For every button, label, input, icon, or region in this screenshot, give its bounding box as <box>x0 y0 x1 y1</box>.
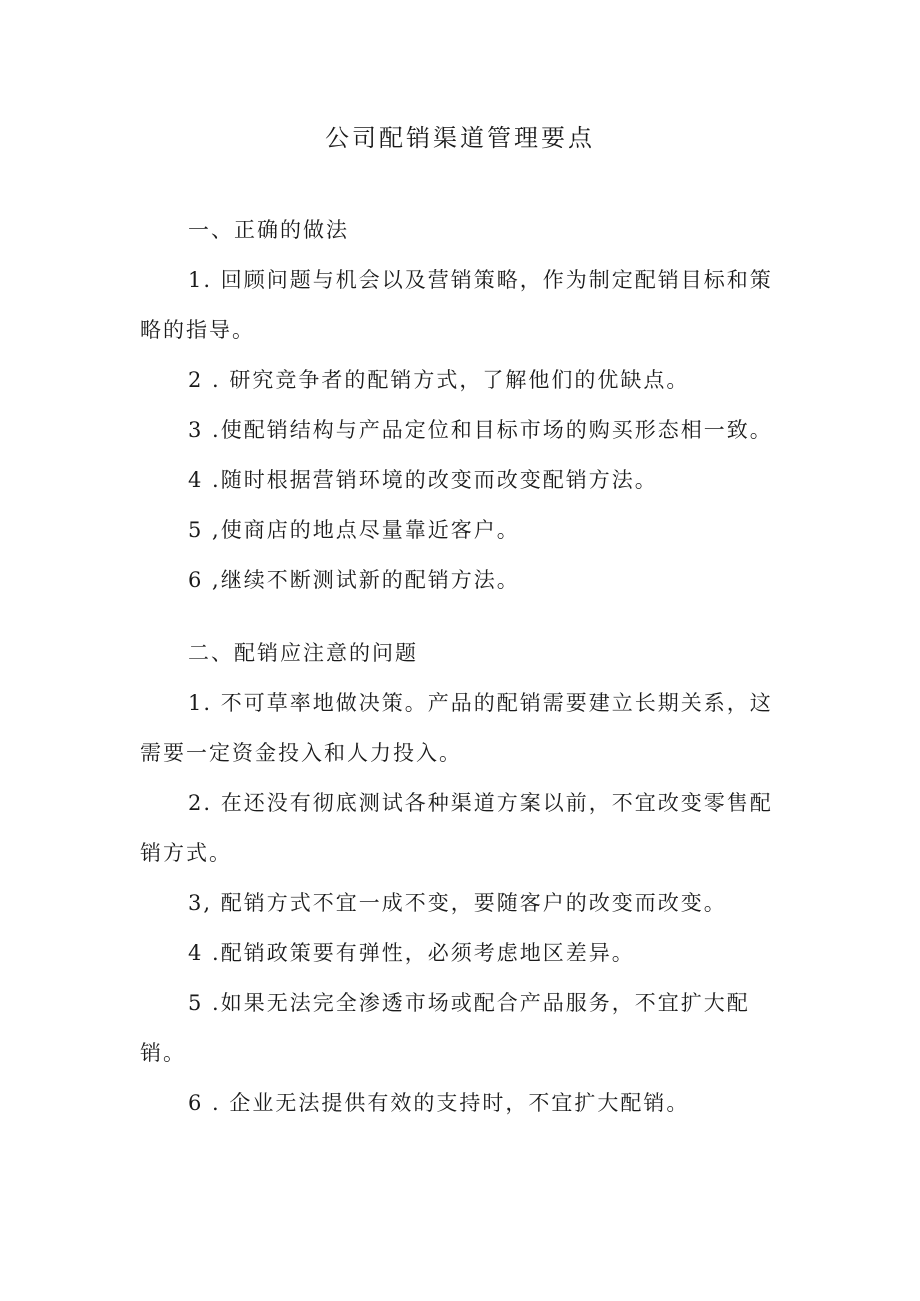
list-item: 1. 回顾问题与机会以及营销策略，作为制定配销目标和策略的指导。 <box>140 268 773 342</box>
document-title: 公司配销渠道管理要点 <box>325 124 595 152</box>
list-item: 4 .配销政策要有弹性，必须考虑地区差异。 <box>188 941 635 965</box>
section-heading: 二、配销应注意的问题 <box>188 641 418 665</box>
list-item: 5 .如果无法完全渗透市场或配合产品服务，不宜扩大配销。 <box>140 991 750 1065</box>
list-item: 3 .使配销结构与产品定位和目标市场的购买形态相一致。 <box>188 418 773 442</box>
section-heading: 一、正确的做法 <box>188 218 349 242</box>
section-correct-practices <box>140 205 790 605</box>
list-item: 4 .随时根据营销环境的改变而改变配销方法。 <box>188 468 658 492</box>
list-item: 3, 配销方式不宜一成不变，要随客户的改变而改变。 <box>188 891 727 915</box>
list-item: 2. 在还没有彻底测试各种渠道方案以前，不宜改变零售配销方式。 <box>140 791 773 865</box>
list-item: 6 ,继续不断测试新的配销方法。 <box>188 568 520 592</box>
section-distribution-issues <box>140 628 790 1128</box>
list-item: 5 ,使商店的地点尽量靠近客户。 <box>188 518 520 542</box>
list-item: 1. 不可草率地做决策。产品的配销需要建立长期关系，这需要一定资金投入和人力投入。 <box>140 691 773 765</box>
list-item: 6 . 企业无法提供有效的支持时，不宜扩大配销。 <box>188 1091 690 1115</box>
list-item: 2 . 研究竞争者的配销方式，了解他们的优缺点。 <box>188 368 690 392</box>
